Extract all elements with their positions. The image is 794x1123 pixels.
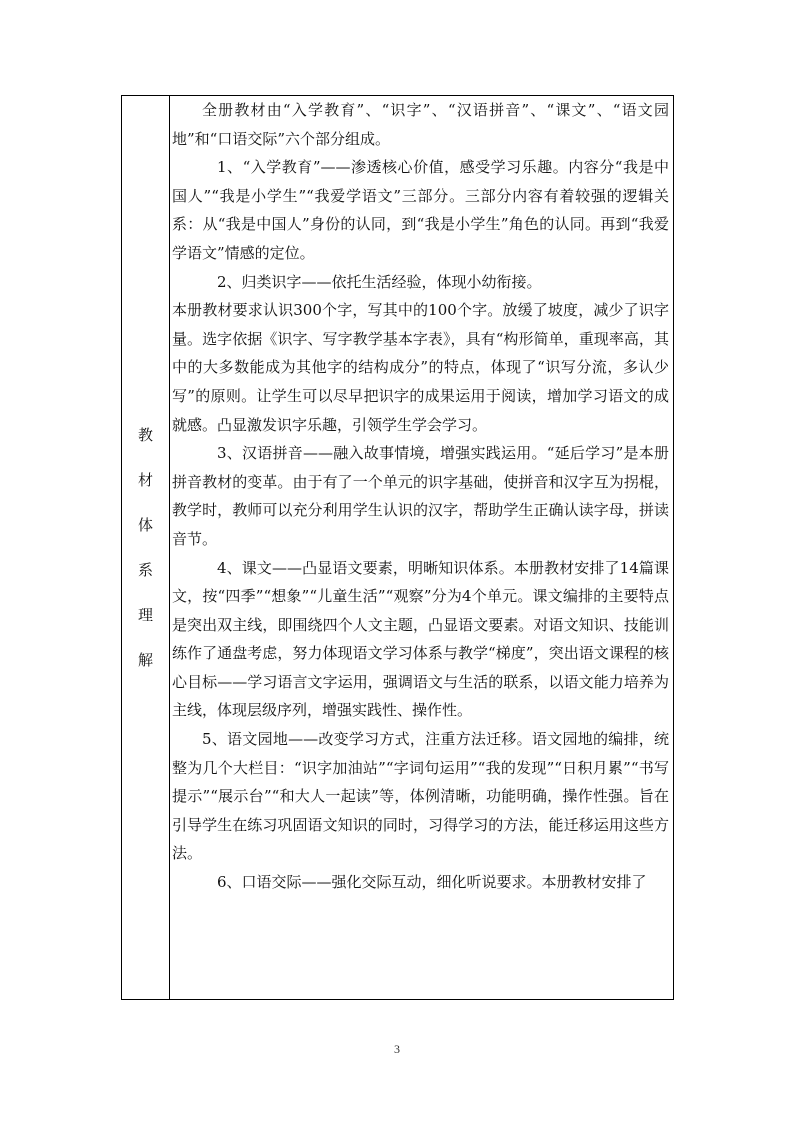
- row-label-char: 理: [137, 605, 153, 624]
- row-label-column: [122, 96, 169, 999]
- content-table: [121, 95, 674, 1000]
- paragraph-entry-education: 1、“入学教育”——渗透核心价值，感受学习乐趣。内容分“我是中国人”“我是小学生”“我爱学语文”三部分。三部分内容有着较强的逻辑关系：从“我是中国人”身份的认同，到“我是小学生”角色的认同。再到“我爱学语文”情感的定位。: [172, 158, 669, 262]
- paragraph-oral-communication: 6、口语交际——强化交际互动，细化听说要求。本册教材安排了: [217, 873, 647, 892]
- paragraph-texts: 4、课文——凸显语文要素，明晰知识体系。本册教材安排了14篇课文，按“四季”“想象”“儿童生活”“观察”分为4个单元。课文编排的主要特点是突出双主线，即围绕四个人文主题，凸显语文要素。对语文知识、技能训练作了通盘考虑，努力体现语文学习体系与教学“梯度”，突出语文课程的核心目标——学习语言文字运用，强调语文与生活的联系，以语文能力培养为主线，体现层级序列，增强实践性、操作性。: [172, 558, 669, 720]
- row-label-char: 解: [137, 650, 153, 669]
- row-label-char: 体: [137, 515, 153, 534]
- page-number: 3: [394, 1042, 400, 1056]
- paragraph-literacy-heading: 2、归类识字——依托生活经验，体现小幼衔接。: [217, 272, 542, 291]
- paragraph-language-garden: 5、语文园地——改变学习方式，注重方法迁移。语文园地的编排，统整为几个大栏目：“识字加油站”“字词句运用”“我的发现”“日积月累”“书写提示”“展示台”“和大人一起读”等，体例清晰，功能明确，操作性强。旨在引导学生在练习巩固语文知识的同时，习得学习的方法，能迁移运用这些方法。: [172, 730, 669, 863]
- row-label-char: 材: [137, 470, 153, 489]
- row-label-char: 系: [137, 560, 153, 579]
- paragraph-literacy-body: 本册教材要求认识300个字，写其中的100个字。放缓了坡度，减少了识字量。选字依据《识字、写字教学基本字表》，具有“构形简单，重现率高，其中的大多数能成为其他字的结构成分”的特点，体现了“识写分流，多认少写”的原则。让学生可以尽早把识字的成果运用于阅读，增加学习语文的成就感。凸显激发识字乐趣，引领学生学会学习。: [172, 301, 669, 434]
- paragraph-pinyin: 3、汉语拼音——融入故事情境，增强实践运用。“延后学习”是本册拼音教材的变革。由于有了一个单元的识字基础，使拼音和汉字互为拐棍，教学时，教师可以充分利用学生认识的汉字，帮助学生正确认读字母，拼读音节。: [172, 444, 669, 548]
- content-cell: [172, 96, 669, 999]
- column-divider: [169, 96, 170, 999]
- paragraph-overview: 全册教材由“入学教育”、“识字”、“汉语拼音”、“课文”、“语文园地”和“口语交际”六个部分组成。: [172, 101, 669, 148]
- row-label-char: 教: [137, 425, 153, 444]
